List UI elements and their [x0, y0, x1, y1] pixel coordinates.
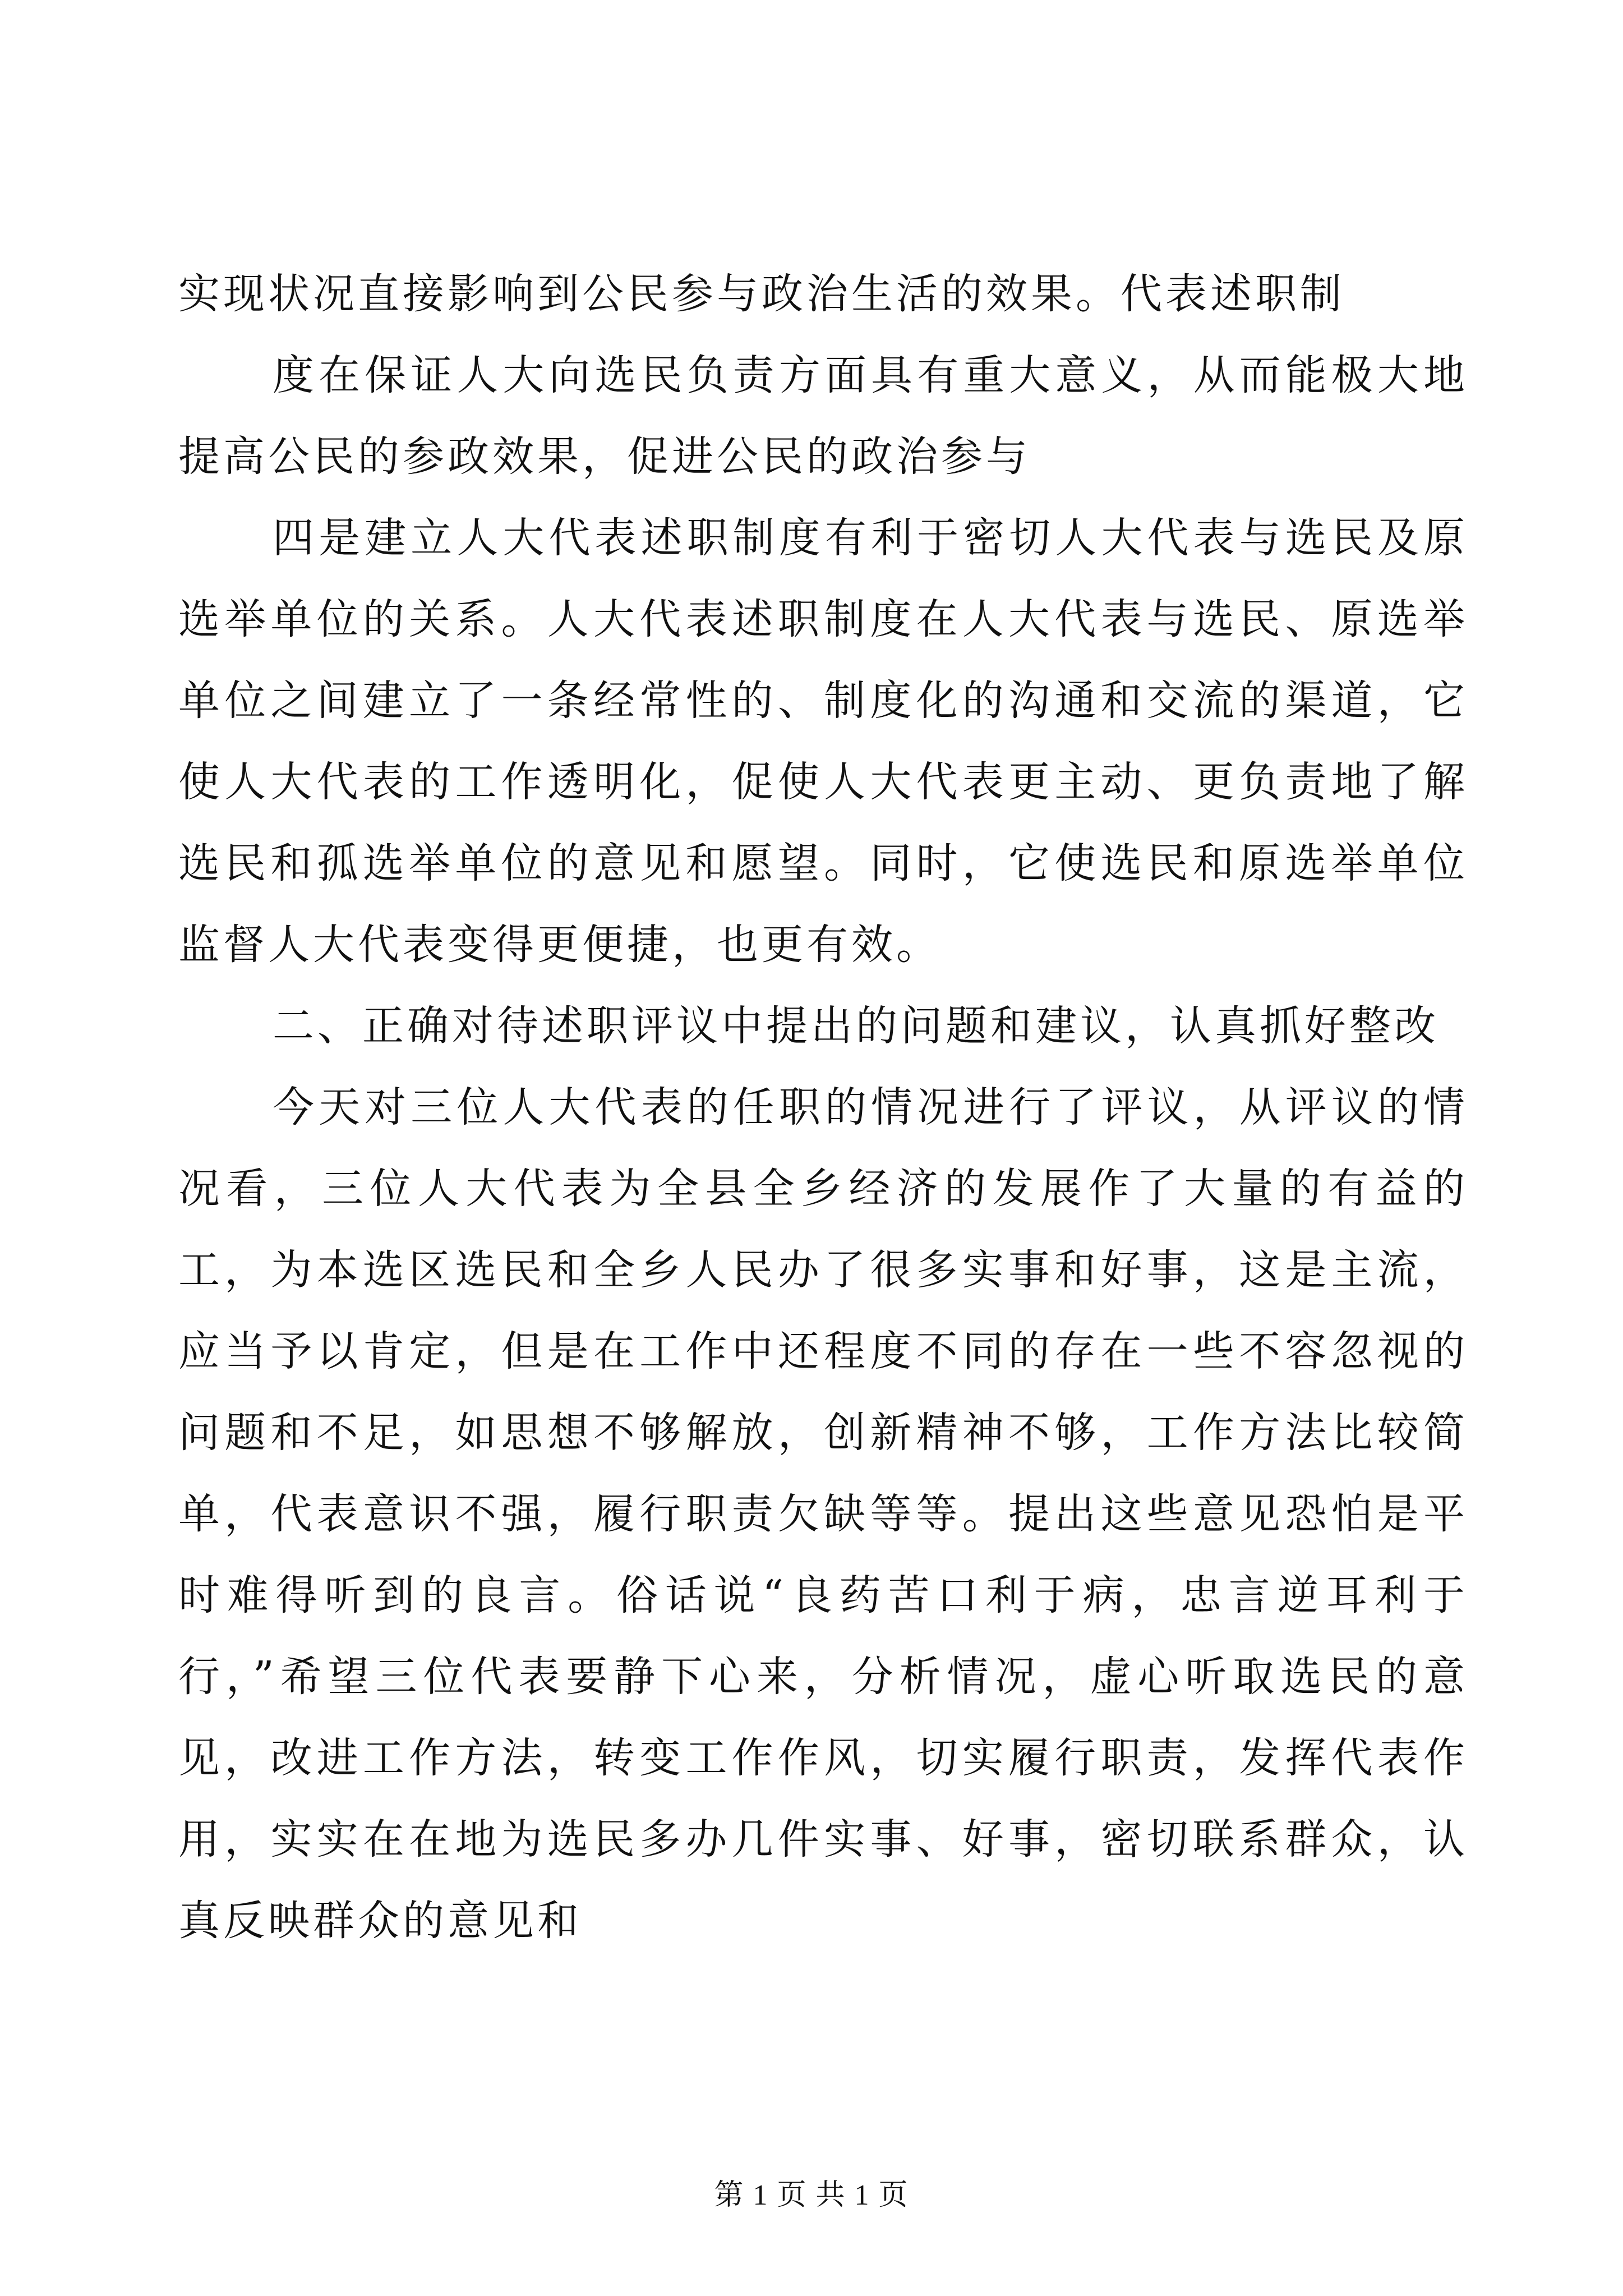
- paragraph-point-four: 四是建立人大代表述职制度有利于密切人大代表与选民及原选举单位的关系。人大代表述职制度在人大代表与选民、原选举单位之间建立了一条经常性的、制度化的沟通和交流的渠道，它使人大代表的工作透明化，促使人大代表更主动、更负责地了解选民和孤选举单位的意见和愿望。同时，它使选民和原选举单位监督人大代表变得更便捷，也更有效。: [178, 514, 1468, 969]
- page-number-footer: 第 1 页 共 1 页: [714, 2179, 909, 2211]
- paragraph-evaluation: 今天对三位人大代表的任职的情况进行了评议，从评议的情况看，三位人大代表为全县全乡经济的发展作了大量的有益的工，为本选区选民和全乡人民办了很多实事和好事，这是主流，应当予以肯定，但是在工作中还程度不同的存在一些不容忽视的问题和不足，如思想不够解放，创新精神不够，工作方法比较简单，代表意识不强，履行职责欠缺等等。提出这些意见恐怕是平时难得听到的良言。俗话说“良药苦口利于病，忠言逆耳利于行，”希望三位代表要静下心来，分析情况，虚心听取选民的意见，改进工作方法，转变工作作风，切实履行职责，发挥代表作用，实实在在地为选民多办几件实事、好事，密切联系群众，认真反映群众的意见和: [178, 1083, 1468, 1945]
- document-body: [178, 254, 1468, 1962]
- paragraph-continuation: 实现状况直接影响到公民参与政治生活的效果。代表述职制: [178, 270, 1345, 318]
- section-heading-two: 二、正确对待述职评议中提出的问题和建议，认真抓好整改: [273, 1002, 1439, 1050]
- paragraph-significance: 度在保证人大向选民负责方面具有重大意义，从而能极大地提高公民的参政效果，促进公民的政治参与: [178, 351, 1468, 481]
